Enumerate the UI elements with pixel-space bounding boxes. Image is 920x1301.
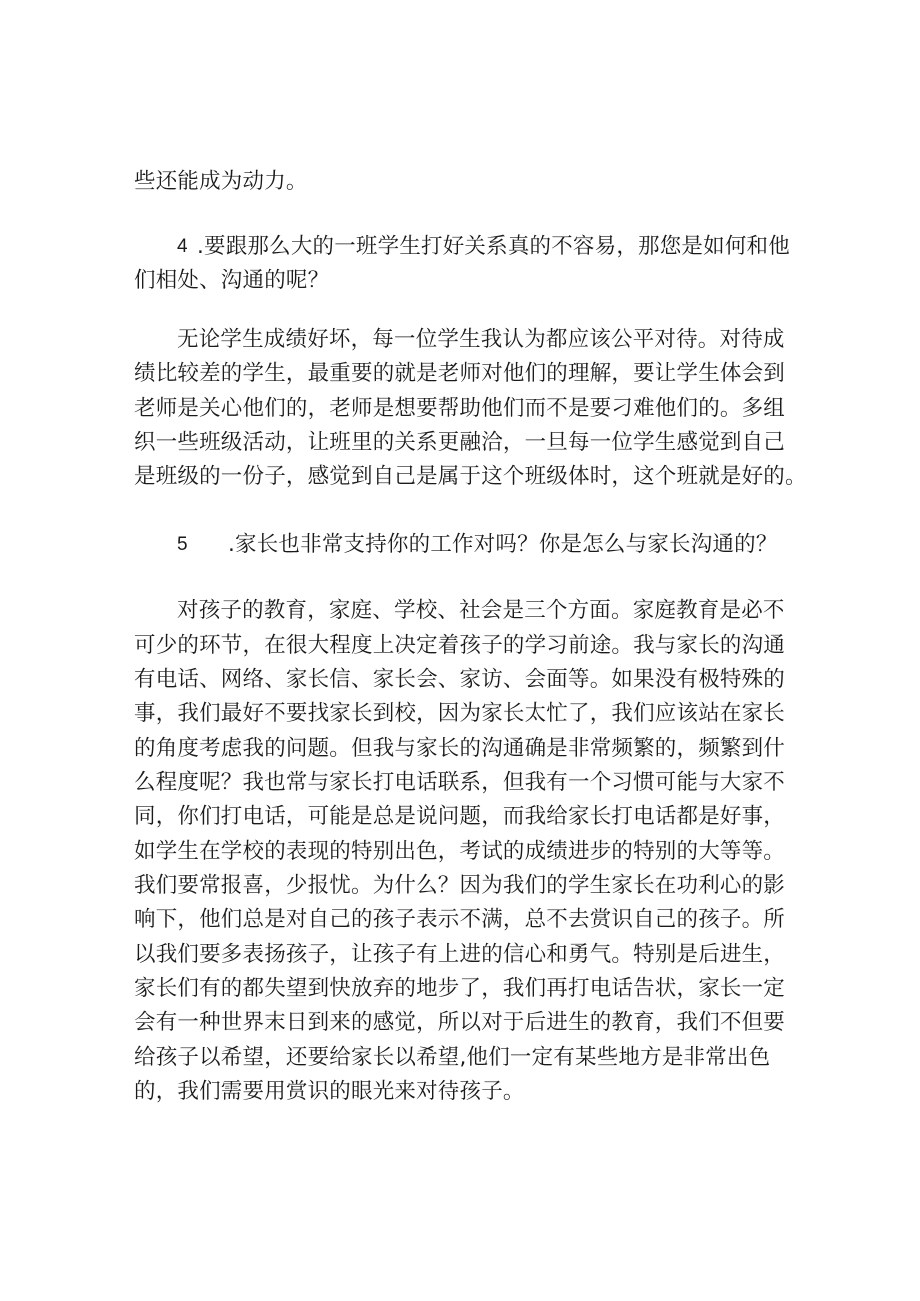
question-4-line-2: 们相处、沟通的呢？ <box>134 268 330 293</box>
answer-5-line: 给孩子以希望，还要给家长以希望,他们一定有某些地方是非常出色 <box>134 1045 771 1070</box>
question-5-text: .家长也非常支持你的工作对吗？你是怎么与家长沟通的？ <box>228 532 778 557</box>
answer-5-line: 有电话、网络、家长信、家长会、家访、会面等。如果没有极特殊的 <box>134 667 786 692</box>
answer-5-line: 会有一种世界末日到来的感觉，所以对于后进生的教育，我们不但要 <box>134 1010 786 1035</box>
answer-5-line: 如学生在学校的表现的特别出色，考试的成绩进步的特别的大等等。 <box>134 839 786 864</box>
intro-tail: 些还能成为动力。 <box>134 169 308 194</box>
answer-4-line: 无论学生成绩好坏，每一位学生我认为都应该公平对待。对待成 <box>177 327 785 352</box>
answer-5-line: 可少的环节，在很大程度上决定着孩子的学习前途。我与家长的沟通 <box>134 633 786 658</box>
answer-5-line: 我们要常报喜，少报忧。为什么？因为我们的学生家长在功利心的影 <box>134 873 786 898</box>
question-5-number: 5 <box>177 534 188 555</box>
answer-5-line: 的角度考虑我的问题。但我与家长的沟通确是非常频繁的，频繁到什 <box>134 736 786 761</box>
answer-5-line: 对孩子的教育，家庭、学校、社会是三个方面。家庭教育是必不 <box>177 598 785 623</box>
answer-5-line: 的，我们需要用赏识的眼光来对待孩子。 <box>134 1079 525 1104</box>
answer-5-line: 以我们要多表扬孩子，让孩子有上进的信心和勇气。特别是后进生， <box>134 942 786 967</box>
answer-4-line: 是班级的一份子，感觉到自己是属于这个班级体时，这个班就是好的。 <box>134 464 807 489</box>
answer-5-line: 响下，他们总是对自己的孩子表示不满，总不去赏识自己的孩子。所 <box>134 907 786 932</box>
answer-5-line: 事，我们最好不要找家长到校，因为家长太忙了，我们应该站在家长 <box>134 701 786 726</box>
answer-4-line: 绩比较差的学生，最重要的就是老师对他们的理解，要让学生体会到 <box>134 361 786 386</box>
answer-5-line: 同，你们打电话，可能是总是说问题，而我给家长打电话都是好事， <box>134 804 786 829</box>
question-4-number: 4 <box>177 236 188 257</box>
answer-4-line: 织一些班级活动，让班里的关系更融洽，一旦每一位学生感觉到自己 <box>134 430 786 455</box>
question-4-line-1: .要跟那么大的一班学生打好关系真的不容易，那您是如何和他 <box>197 234 790 259</box>
answer-4-line: 老师是关心他们的，老师是想要帮助他们而不是要刁难他们的。多组 <box>134 396 786 421</box>
answer-5-line: 么程度呢？我也常与家长打电话联系，但我有一个习惯可能与大家不 <box>134 770 786 795</box>
answer-5-line: 家长们有的都失望到快放弃的地步了，我们再打电话告状，家长一定 <box>134 976 786 1001</box>
